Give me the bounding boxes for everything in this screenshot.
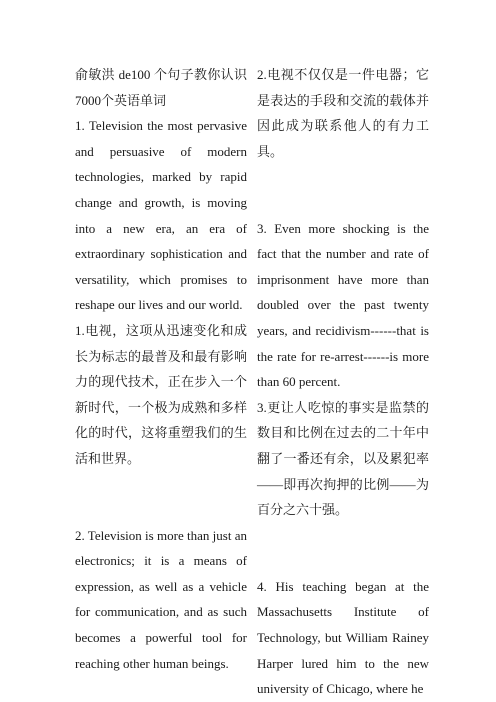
paragraph-gap <box>257 523 429 574</box>
left-column <box>75 62 247 676</box>
document-title: 俞敏洪 de100 个句子教你认识7000个英语单词 <box>75 67 247 108</box>
sentence-3-english: 3. Even more shocking is the fact that the number and rate of imprisonment have more than doubled over the past twenty years, and recidivism------that is the rate for re-arrest------is more than 60 percent. <box>257 220 429 390</box>
sentence-4-english: 4. His teaching began at the Massachusetts Institute of Technology, but William Rainey Harper lured him to the new university of Chicago, where he <box>257 578 429 697</box>
paragraph-gap <box>75 472 247 523</box>
sentence-2-chinese: 2.电视不仅仅是一件电器；它是表达的手段和交流的载体并因此成为联系他人的有力工具。 <box>257 67 429 159</box>
sentence-2-english: 2. Television is more than just an electronics; it is a means of expression, as well as a vehicle for communication, and as such becomes a powerful tool for reaching other human beings. <box>75 527 247 671</box>
paragraph-gap <box>257 164 429 215</box>
sentence-1-english: 1. Television the most pervasive and persuasive of modern technologies, marked by rapid change and growth, is moving into a new era, an era of extraordinary sophistication and versatility, which promises to reshape our lives and our world. <box>75 118 247 313</box>
right-column <box>257 62 429 702</box>
sentence-3-chinese: 3.更让人吃惊的事实是监禁的数目和比例在过去的二十年中翻了一番还有余，以及累犯率——即再次拘押的比例——为百分之六十强。 <box>257 399 429 518</box>
sentence-1-chinese: 1.电视，这项从迅速变化和成长为标志的最普及和最有影响力的现代技术，正在步入一个新时代，一个极为成熟和多样化的时代，这将重塑我们的生活和世界。 <box>75 322 247 466</box>
